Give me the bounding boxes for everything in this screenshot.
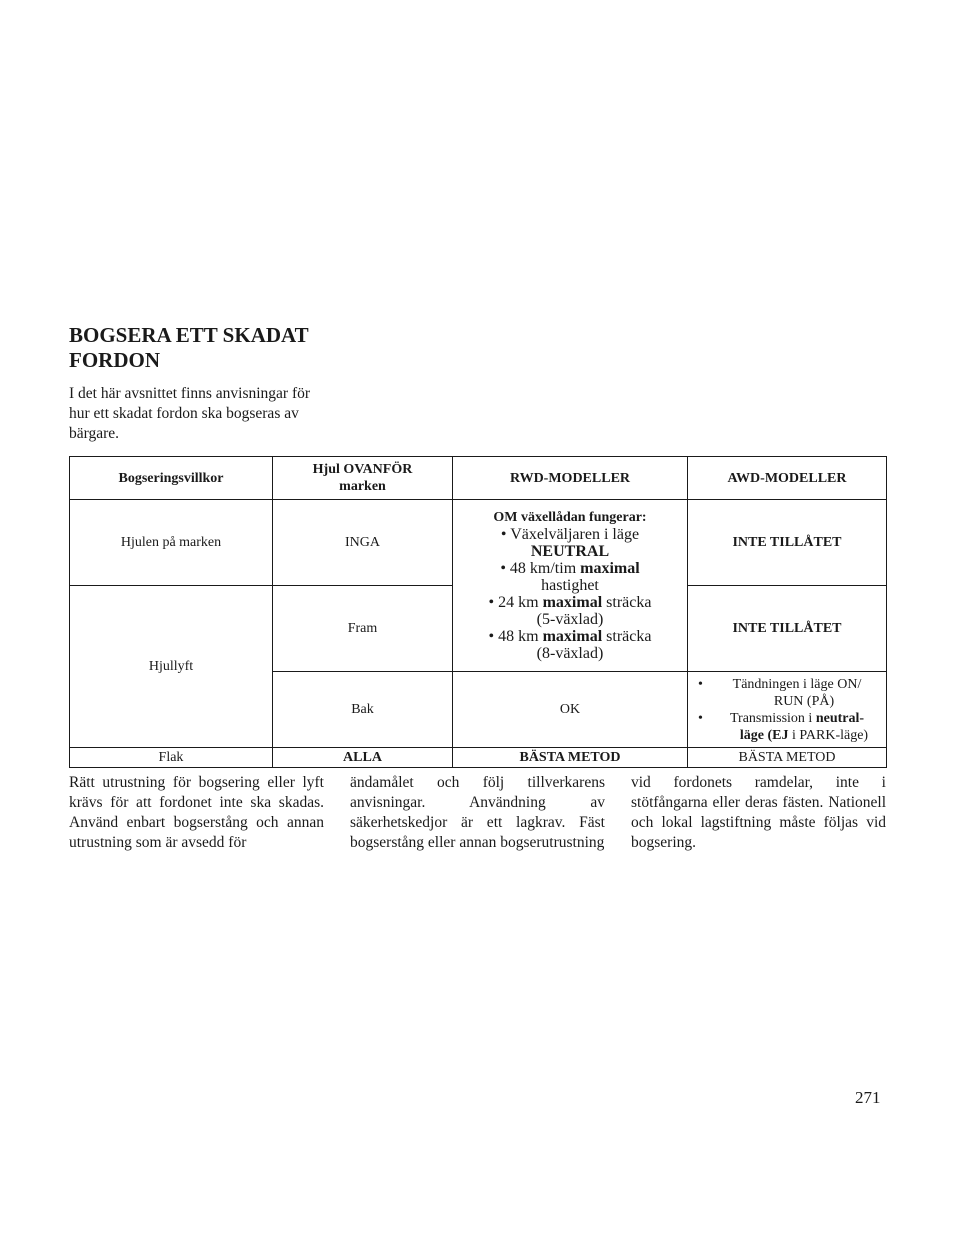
header-wheels-above: Hjul OVANFÖR marken xyxy=(273,457,453,500)
list-item: • Transmission i neutral- xyxy=(698,710,880,727)
cell-ground-label: Hjulen på marken xyxy=(70,500,273,586)
header-rwd: RWD-MODELLER xyxy=(453,457,688,500)
cell-flat-label: Flak xyxy=(70,748,273,768)
towing-table xyxy=(69,456,887,768)
body-column-1: Rätt utrustning för bogsering eller lyft krävs för att fordonet inte ska skadas. Använd enbart bogserstång och annan utrustning som är avsedd för xyxy=(69,774,324,851)
cell-ground-awd: INTE TILLÅTET xyxy=(688,500,887,586)
cell-rwd-instructions: OM växellådan fungerar: • Växelväljaren i läge NEUTRAL • 48 km/tim maximal hastighet • 24 km maximal sträcka (5-växlad) • 48 km maximal sträcka (8-växlad) xyxy=(453,500,688,672)
header-awd: AWD-MODELLER xyxy=(688,457,887,500)
body-column-2: ändamålet och följ tillverkarens anvisningar. Användning av säkerhetskedjor är ett lagkrav. Fäst bogserstång eller annan bogserutrustning xyxy=(350,774,605,851)
cell-rear-awd: • Tändningen i läge ON/ RUN (PÅ) • Transmission i neutral- läge (EJ i PARK-läge) xyxy=(688,672,887,748)
cell-rear-rwd: OK xyxy=(453,672,688,748)
section-title xyxy=(69,323,369,373)
cell-lift-label: Hjullyft xyxy=(70,586,273,748)
table-header-row xyxy=(70,457,887,500)
cell-front-wheels: Fram xyxy=(273,586,453,672)
page-number: 271 xyxy=(855,1088,881,1107)
section-title-line1: BOGSERA ETT SKADAT xyxy=(69,323,309,347)
table-row xyxy=(70,748,887,768)
cell-rear-wheels: Bak xyxy=(273,672,453,748)
cell-flat-wheels: ALLA xyxy=(273,748,453,768)
cell-flat-awd: BÄSTA METOD xyxy=(688,748,887,768)
cell-front-awd: INTE TILLÅTET xyxy=(688,586,887,672)
list-item: • Tändningen i läge ON/ xyxy=(698,676,880,693)
section-title-line2: FORDON xyxy=(69,348,160,372)
table-row xyxy=(70,500,887,586)
cell-flat-rwd: BÄSTA METOD xyxy=(453,748,688,768)
intro-paragraph: I det här avsnittet finns anvisningar för hur ett skadat fordon ska bogseras av bärgare. xyxy=(69,385,311,442)
cell-ground-wheels: INGA xyxy=(273,500,453,586)
header-conditions: Bogseringsvillkor xyxy=(70,457,273,500)
body-column-3: vid fordonets ramdelar, inte i stötfångarna eller deras fästen. Nationell och lokal lagstiftning måste följas vid bogsering. xyxy=(631,774,886,851)
